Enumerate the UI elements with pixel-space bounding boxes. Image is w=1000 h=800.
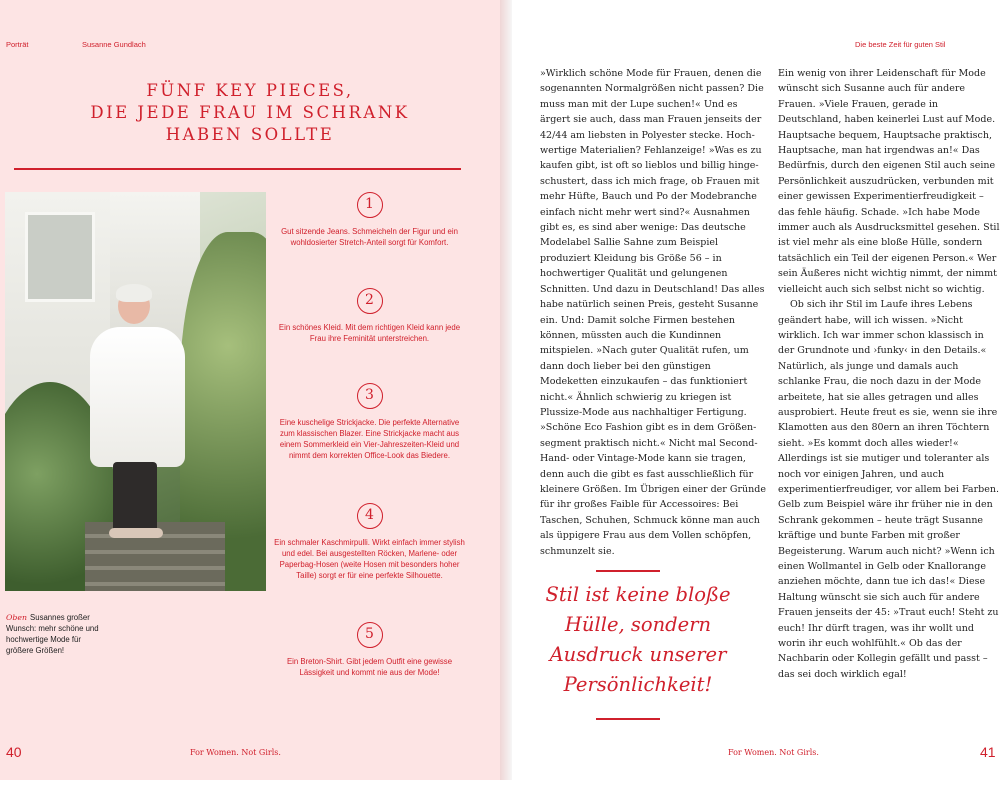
key-piece-2: [272, 288, 467, 344]
page-number-left: 40: [6, 744, 22, 760]
running-head-name: Susanne Gundlach: [82, 40, 146, 49]
running-head-right: Die beste Zeit für guten Stil: [855, 40, 946, 49]
photo-hair: [116, 284, 152, 302]
title-text: FÜNF KEY PIECES, DIE JEDE FRAU IM SCHRANK HABEN SOLLTE: [90, 81, 410, 144]
key-piece-text: Ein schmaler Kaschmirpulli. Wirkt einfach immer stylish und edel. Bei ausgestellten Röcken, Marlene- oder Paperbag-Hosen (weite Hosen mit besonders hoher Taille) sorgt er für eine perfekte Silhouette.: [274, 538, 465, 580]
photo-caption: [6, 612, 106, 656]
column-1-paragraph: »Wirklich schöne Mode für Frauen, denen die sogenannten Normalgrößen nicht passen? Die muss man mit der Lupe suchen!« Und es ärgert sie auch, dass man Frauen jenseits der 42/44 am liebsten in Polyester stecke. Hochwertige Materialien? Fehlanzeige! »Was es zu kaufen gibt, ist oft so lieblos und billig hingeschustert, dass ich mich frage, ob Frauen mit mehr Hüfte, Bauch und Po der Modebranche einfach nicht mehr wert sind?« Ausnahmen gibt es, es sind aber wenige: Das deutsche Modelabel Sallie Sahne zum Beispiel produziert Kleidung bis Größe 56 – in hochwertiger Qualität und gelungenen Schnitten. Und dazu in Deutschland! Das alles habe natürlich seinen Preis, gesteht Susanne ein. Und: Damit solche Firmen bestehen können, müssten auch die Kundinnen mitspielen. »Nach guter Qualität rufen, um dann doch lieber bei den günstigen Modeketten einzukaufen – das funktioniert nicht.« Ähnlich schwierig zu kriegen ist Plussize-Mode aus nachhaltiger Fertigung. »Schöne Eco Fashion gibt es in dem Größensegment praktisch nicht.« Nicht mal Second-Hand- oder Vintage-Mode kann sie tragen, denn auch die gibt es fast ausschließlich für kleinere Größen. Im Übrigen einer der Gründe für ihr großes Faible für Accessoires: Bei Taschen, Schuhen, Schmuck könne man auch als üppigere Frau aus dem Vollen schöpfen, schmunzelt sie.: [540, 68, 766, 557]
key-piece-number: 5: [357, 622, 383, 648]
photo-leggings: [113, 462, 157, 532]
caption-lead: Oben: [6, 613, 28, 622]
title-rule: [14, 168, 461, 170]
article-title: [30, 80, 470, 146]
key-piece-4: [272, 503, 467, 581]
pull-quote-rule-top: [596, 570, 660, 572]
pull-quote: Stil ist keine bloße Hülle, sondern Ausdruck unserer Persönlichkeit!: [545, 583, 731, 696]
photo-white-tunic: [90, 327, 185, 467]
key-piece-text: Ein schönes Kleid. Mit dem richtigen Kleid kann jede Frau ihre Feminität unterstreichen.: [278, 323, 461, 343]
footer-right: For Women. Not Girls.: [728, 748, 819, 757]
key-piece-text: Eine kuschelige Strickjacke. Die perfekte Alternative zum klassischen Blazer. Eine Strickjacke macht aus einem Sommerkleid ein Vier-Jahreszeiten-Kleid und nimmt dem korrekten Office-Look das Biedere.: [279, 418, 460, 460]
key-piece-3: [272, 383, 467, 461]
key-piece-text: Ein Breton-Shirt. Gibt jedem Outfit eine gewisse Lässigkeit und kommt nie aus der Mode!: [286, 657, 453, 677]
key-piece-number: 1: [357, 192, 383, 218]
key-piece-5: [272, 622, 467, 678]
photo-window: [25, 212, 95, 302]
key-piece-text: Gut sitzende Jeans. Schmeicheln der Figur und ein wohldosierter Stretch-Anteil sorgt für Komfort.: [281, 227, 458, 247]
spine-gutter: [500, 0, 512, 780]
running-head-section: Porträt: [6, 40, 29, 49]
column-2-paragraph-1: Ein wenig von ihrer Leidenschaft für Mode wünscht sich Susanne auch für andere Frauen. »Viele Frauen, gerade in Deutschland, haben keinerlei Lust auf Mode. Hauptsache bequem, Hauptsache praktisch, Hauptsache, man hat irgendwas an!« Das Bedürfnis, durch den eigenen Stil auch seine Persönlichkeit auszudrücken, verbunden mit einer gewissen Experimentierfreudigkeit – das fehle häufig. Schade. »Ich habe Mode immer auch als Ausdrucksmittel gesehen. Stil ist viel mehr als eine bloße Hülle, sondern tatsächlich ein Teil der eigenen Person.« Wer sein Äußeres nicht wichtig nimmt, der nimmt vielleicht auch sich selbst nicht so wichtig.: [778, 68, 1000, 295]
page-number-right: 41: [980, 744, 996, 760]
caption-text: Susannes großer Wunsch: mehr schöne und hochwertige Mode für größere Größen!: [6, 613, 99, 655]
article-column-2: [778, 66, 1000, 682]
key-piece-number: 3: [357, 383, 383, 409]
key-piece-number: 4: [357, 503, 383, 529]
key-piece-1: [272, 192, 467, 248]
pull-quote-rule-bottom: [596, 718, 660, 720]
photo-shoes: [109, 528, 163, 538]
portrait-photo: [5, 192, 266, 591]
footer-left: For Women. Not Girls.: [190, 748, 281, 757]
article-column-1: [540, 66, 770, 559]
key-piece-number: 2: [357, 288, 383, 314]
column-2-paragraph-2: Ob sich ihr Stil im Laufe ihres Lebens geändert habe, will ich wissen. »Nicht wirklich. Ich war immer schon klassisch in der Grundnote und ›funky‹ in den Details.« Natürlich, als junge und damals auch schlanke Frau, die noch dazu in der Mode arbeitete, hat sie alles getragen und alles ausprobiert. Heute freut es sie, wenn sie ihre Klamotten aus den 80ern an ihren Töchtern sieht. »Es kommt doch alles wieder!« Allerdings ist sie mutiger und toleranter als noch vor einigen Jahren, und auch experimentierfreudiger, vor allem bei Farben. Gelb zum Beispiel wäre ihr früher nie in den Schrank gekommen – heute trägt Susanne kräftige und bunte Farben mit großer Begeisterung. Warum auch nicht? »Wenn ich einen Wollmantel in Gelb oder Knallorange anziehen möchte, dann tue ich das!« Diese Haltung wünscht sie sich auch für andere Frauen jenseits der 45: »Traut euch! Steht zu euch! Ihr dürft tragen, was ihr wollt und worin ihr euch wohlfühlt.« Ob das der Nachbarin oder Kollegin gefällt und passt – das sei doch wirklich egal!: [778, 299, 999, 680]
